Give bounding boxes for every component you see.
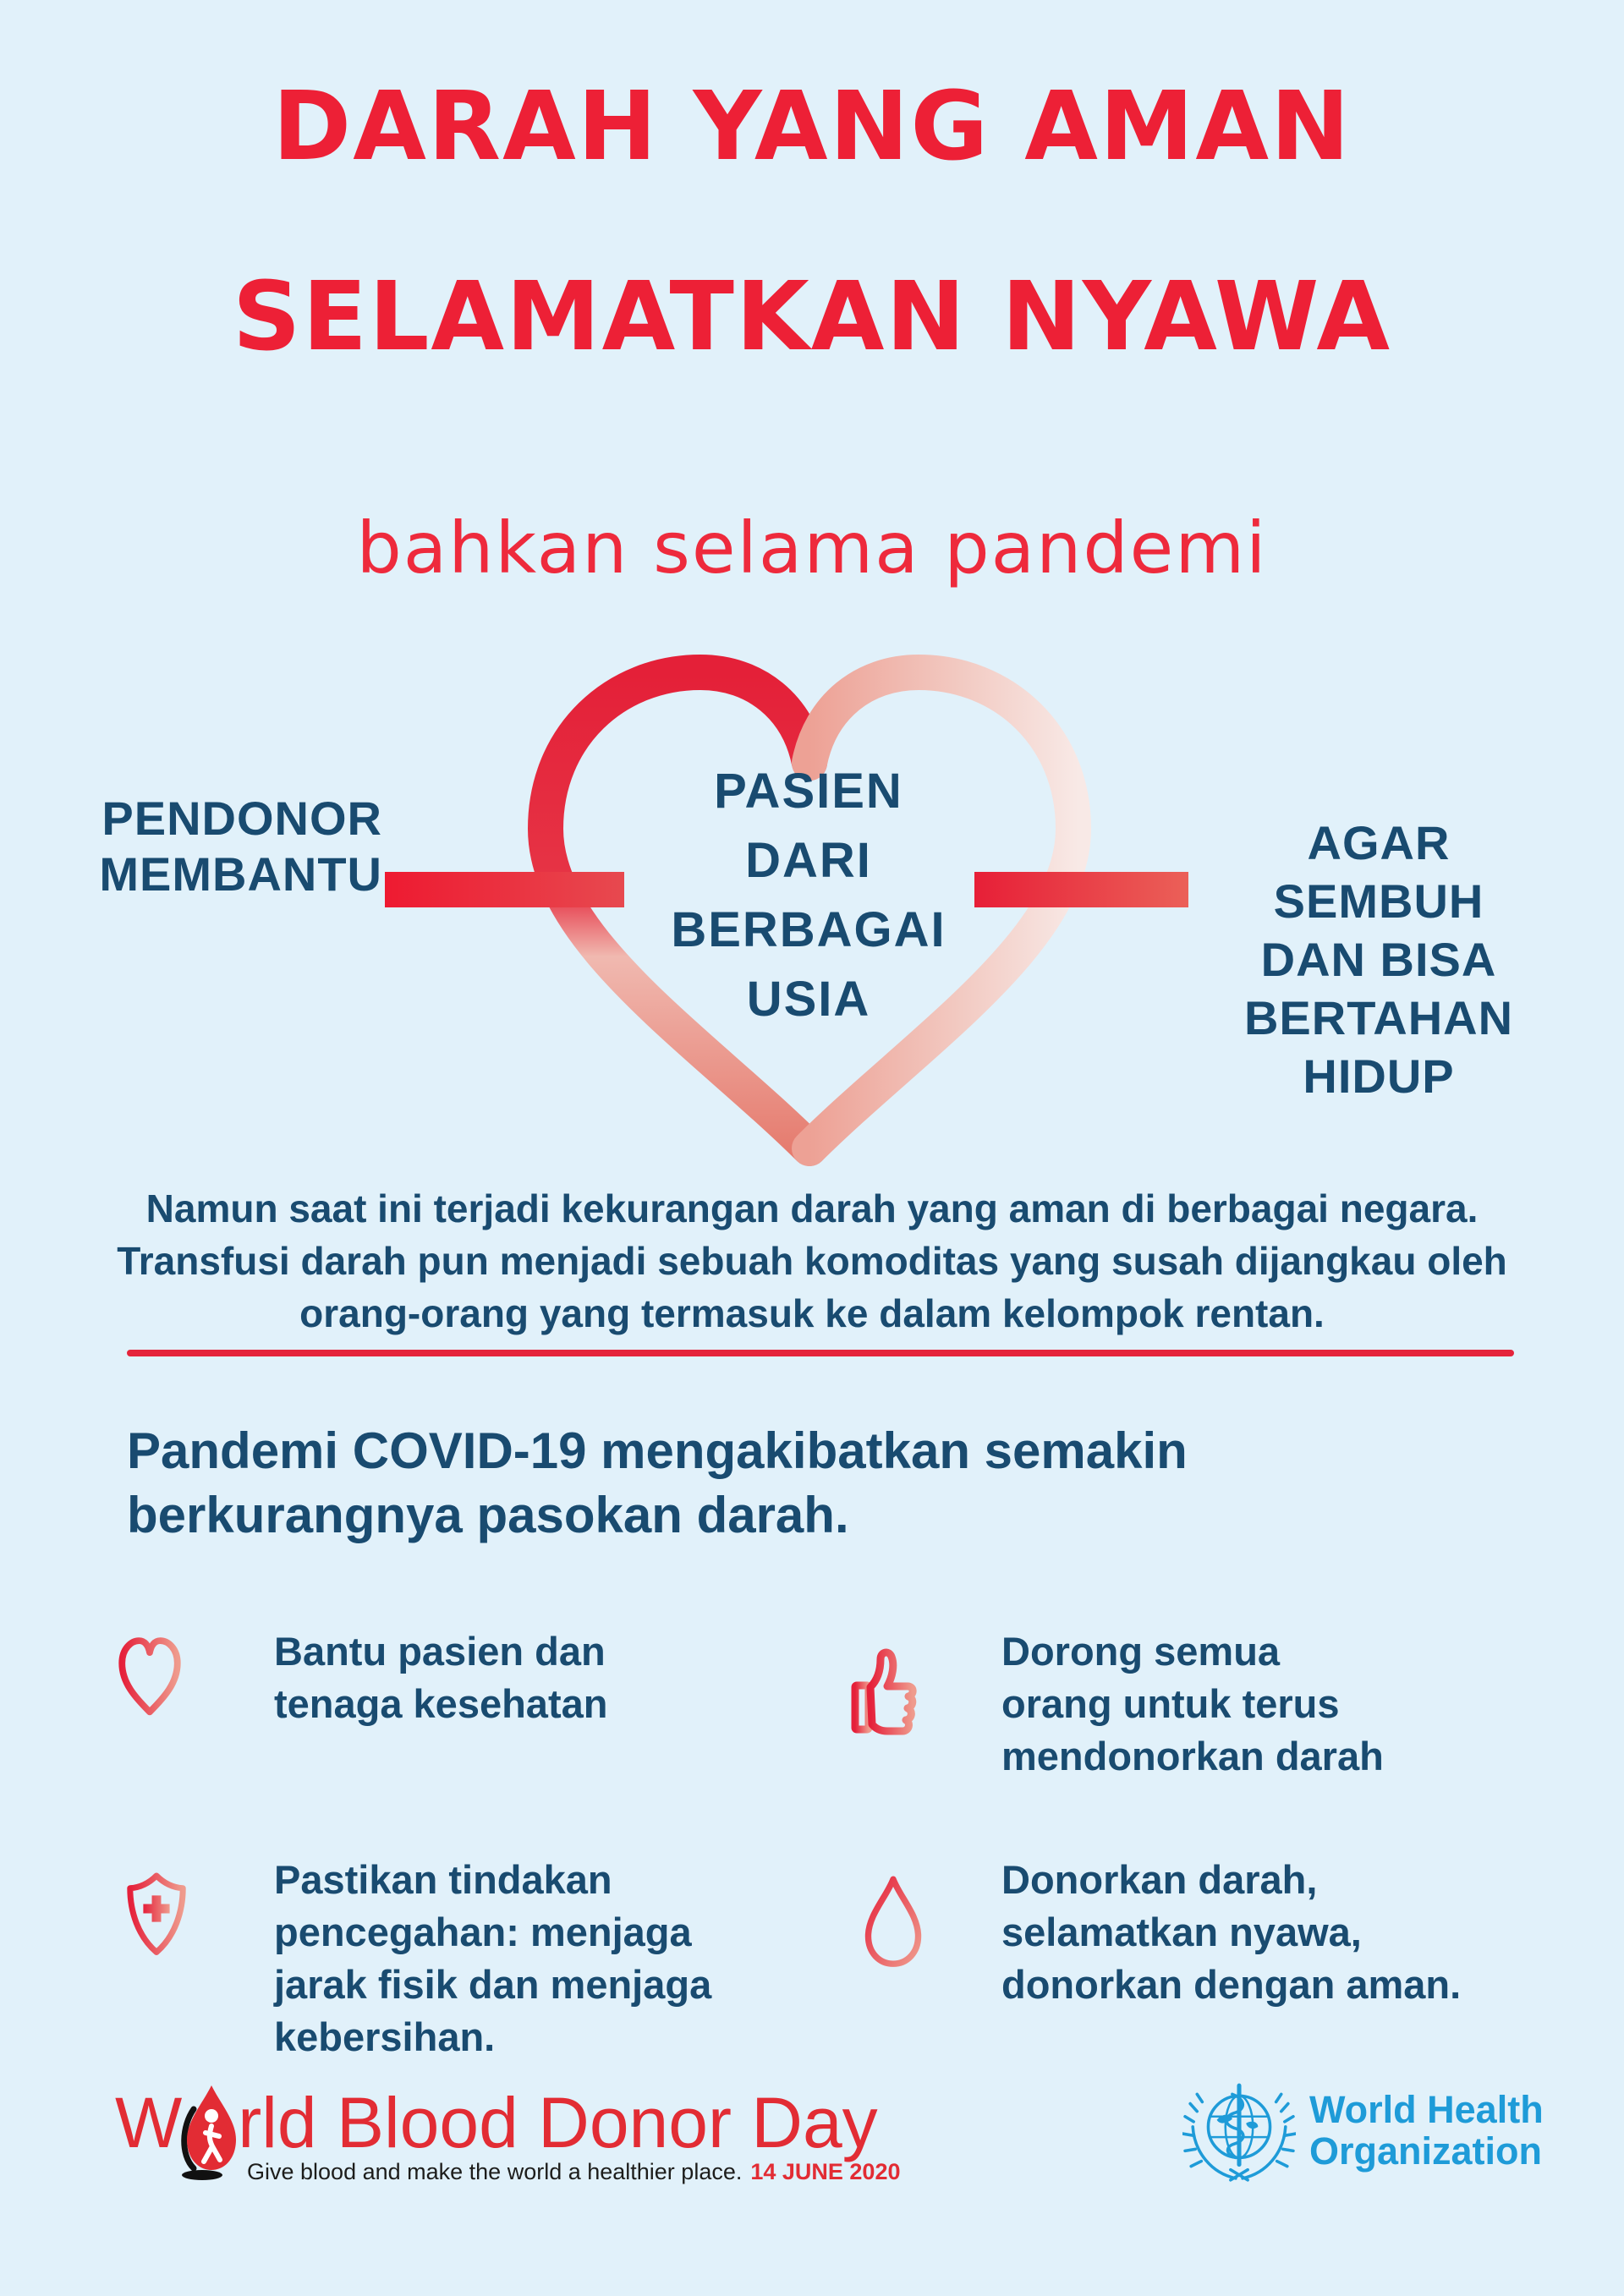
tagline-date: 14 JUNE 2020 <box>750 2159 901 2184</box>
hero-label-line: BERBAGAI <box>671 902 946 957</box>
section-heading <box>127 1419 1396 1548</box>
who-logo <box>1182 2074 1544 2187</box>
item-line: mendonorkan darah <box>1001 1734 1384 1778</box>
item-encourage-donation <box>1001 1625 1384 1783</box>
item-line: tenaga kesehatan <box>274 1681 608 1726</box>
heart-icon <box>117 1627 183 1727</box>
item-line: pencegahan: menjaga <box>274 1910 692 1954</box>
hero-label-line: USIA <box>746 972 871 1027</box>
hero-label-recovery <box>1210 814 1548 1105</box>
pulse-bar-left <box>385 872 624 907</box>
item-line: selamatkan nyawa, <box>1001 1910 1362 1954</box>
tagline-text: Give blood and make the world a healthier place. <box>247 2159 743 2184</box>
item-line: Bantu pasien dan <box>274 1629 606 1674</box>
wbdd-logo-suffix: rld Blood Donor Day <box>238 2083 878 2162</box>
paragraph-line: orang-orang yang termasuk ke dalam kelompok rentan. <box>299 1291 1325 1335</box>
hero-label-line: DAN BISA <box>1260 933 1497 986</box>
who-logo-line: Organization <box>1309 2129 1543 2173</box>
who-emblem-icon <box>1182 2074 1296 2187</box>
hero-label-donors <box>99 791 382 902</box>
hero-label-line: MEMBANTU <box>99 847 382 901</box>
item-precautions <box>274 1854 711 2063</box>
hero-label-line: SEMBUH <box>1273 874 1484 928</box>
item-line: Donorkan darah, <box>1001 1857 1318 1902</box>
title-line-2: SELAMATKAN NYAWA <box>232 262 1392 372</box>
hero-label-line: DARI <box>745 833 872 888</box>
item-donate-safely <box>1001 1854 1461 2011</box>
hero-label-line: PASIEN <box>714 764 903 819</box>
paragraph-line: Namun saat ini terjadi kekurangan darah yang aman di berbagai negara. <box>145 1186 1479 1230</box>
item-line: orang untuk terus <box>1001 1681 1340 1726</box>
hero-label-line: HIDUP <box>1303 1049 1455 1103</box>
intro-paragraph <box>0 1182 1624 1340</box>
section-heading-line: berkurangnya pasokan darah. <box>127 1487 849 1543</box>
wbdd-logo-prefix: W <box>115 2083 183 2162</box>
shield-cross-icon <box>123 1859 189 1970</box>
who-logo-line: World Health <box>1309 2088 1544 2131</box>
hero-label-line: PENDONOR <box>102 792 382 845</box>
section-heading-line: Pandemi COVID-19 mengakibatkan semakin <box>127 1422 1188 1479</box>
paragraph-line: Transfusi darah pun menjadi sebuah komoditas yang susah dijangkau oleh <box>117 1239 1507 1283</box>
blood-drop-globe-icon <box>180 2084 239 2182</box>
wbdd-tagline <box>247 2158 900 2185</box>
subtitle: bahkan selama pandemi <box>356 507 1268 589</box>
red-divider-line <box>127 1350 1514 1356</box>
thumbs-up-icon <box>850 1632 935 1744</box>
who-logo-text <box>1309 2089 1544 2172</box>
item-line: donorkan dengan aman. <box>1001 1962 1462 2007</box>
item-line: Dorong semua <box>1001 1629 1281 1674</box>
hero-label-line: AGAR <box>1307 816 1451 869</box>
item-line: Pastikan tindakan <box>274 1857 612 1902</box>
hero-label-line: BERTAHAN <box>1243 991 1514 1044</box>
item-line: jarak fisik dan menjaga <box>274 1962 712 2007</box>
blood-drop-icon <box>859 1866 928 1979</box>
title-line-1: DARAH YANG AMAN <box>272 72 1352 182</box>
hero-label-patients <box>597 757 1020 1034</box>
item-help-patients <box>274 1625 607 1730</box>
item-line: kebersihan. <box>274 2014 496 2059</box>
